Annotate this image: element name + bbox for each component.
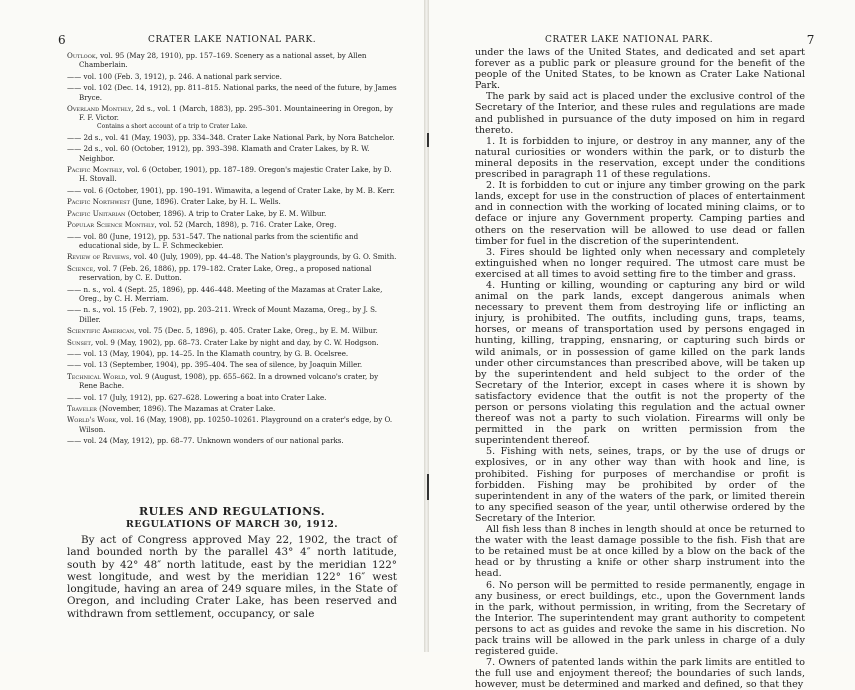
bibliography-source: —— [67,144,82,154]
bibliography-entry [67,404,397,413]
bibliography-text: (June, 1896). Crater Lake, by H. L. Wells. [129,197,281,207]
bibliography-text: (October, 1896). A trip to Crater Lake, by E. M. Wilbur. [125,208,327,218]
right-page-number: 7 [806,33,815,47]
bibliography-text: vol. 17 (July, 1912), pp. 627–628. Lowering a boat into Crater Lake. [81,392,327,402]
bibliography-source: —— [67,392,82,402]
bibliography-text: , vol. 40 (July, 1909), pp. 44–48. The Nation's playgrounds, by G. O. Smith. [129,252,397,262]
bibliography-entry [67,393,397,402]
bibliography-text: , 2d s., vol. 1 (March, 1883), pp. 295–301. Mountaineering in Oregon, by F. F. Victor. [79,104,393,123]
bibliography-text: n. s., vol. 4 (Sept. 25, 1896), pp. 446–448. Meeting of the Mazamas at Crater Lake, Oreg., by C. H. Merriam. [79,284,383,303]
bibliography-entry [67,51,397,70]
left-page [0,0,426,652]
bibliography-source: Scientific American [67,326,134,336]
bibliography-source: Pacific Northwest [67,197,130,207]
bibliography-entry [67,232,397,251]
intro-paragraph: By act of Congress approved May 22, 1902, the tract of land bounded north by the parallel 43° 4″ north latitude, south by 42° 48″ north latitude, east by the meridian 122° west longitude, and west by the meridian 122° 16″ west longitude, having an area of 249 square miles, in the State of Oregon, and including Crater Lake, has been reserved and withdrawn from settlement, occupancy, or sale [67,534,397,620]
bibliography-entry [67,305,397,324]
bibliography-source: —— [67,284,82,294]
regulation-paragraph: 7. Owners of patented lands within the park limits are entitled to the full use and enjoyment thereof; the boundaries of such lands, however, must be determined and marked and defined, so that they [475,657,805,690]
regulations-text [475,47,805,690]
regulation-paragraph: All fish less than 8 inches in length should at once be returned to the water with the least damage possible to the fish. Fish that are to be retained must be at once killed by a blow on the back of the head or by thrusting a knife or other sharp instrument into the head. [475,524,805,580]
bibliography-entry [67,104,397,123]
bibliography-text: , vol. 6 (October, 1901), pp. 187–189. Oregon's majestic Crater Lake, by D. H. Stovall. [79,165,392,184]
bibliography-text: , vol. 16 (May, 1908), pp. 10250–10261. Playground on a crater's edge, by O. Wilson. [79,415,393,434]
spine-mark [427,474,429,500]
section-title: RULES AND REGULATIONS. [138,505,326,518]
bibliography-text: n. s., vol. 15 (Feb. 7, 1902), pp. 203–211. Wreck of Mount Mazama, Oreg., by J. S. Diller. [79,305,378,324]
bibliography-entry [67,197,397,206]
bibliography-text: vol. 80 (June, 1912), pp. 531–547. The national parks from the scientific and educational side, by L. F. Schmeckebier. [79,231,359,250]
bibliography-text: 2d s., vol. 41 (May, 1903), pp. 334–348. Crater Lake National Park, by Nora Batchelor. [81,132,395,142]
bibliography-source: —— [67,360,82,370]
bibliography-text: , vol. 75 (Dec. 5, 1896), p. 405. Crater Lake, Oreg., by E. M. Wilbur. [133,326,378,336]
bibliography-entry [67,209,397,218]
bibliography-entry [67,186,397,195]
bibliography-text: vol. 13 (September, 1904), pp. 395–404. The sea of silence, by Joaquin Miller. [81,360,363,370]
bibliography-source: —— [67,348,82,358]
bibliography-source: World's Work [67,415,117,425]
right-running-head: CRATER LAKE NATIONAL PARK. [545,35,714,45]
bibliography-text: , vol. 9 (August, 1908), pp. 655–662. In a drowned volcano's crater, by Rene Bache. [79,371,379,391]
bibliography-text: vol. 13 (May, 1904), pp. 14–25. In the Klamath country, by G. B. Ocelsree. [81,348,349,358]
subsection-title: REGULATIONS OF MARCH 30, 1912. [125,519,339,530]
bibliography-entry [67,326,397,335]
book-gutter [424,0,429,652]
bibliography-entry [67,83,397,102]
bibliography-entry [67,165,397,184]
regulation-paragraph: 2. It is forbidden to cut or injure any timber growing on the park lands, except for use in the construction of places of entertainment and in connection with the working of located mining claims, or to deface or injure any Government property. Camping parties and others on the reservation will be allowed to use dead or fallen timber for fuel in the discretion of the superintendent. [475,180,805,247]
bibliography-text: , vol. 52 (March, 1898), p. 716. Crater Lake, Oreg. [154,220,337,230]
left-page-number: 6 [58,33,67,47]
bibliography-entry [67,415,397,434]
bibliography-text: vol. 6 (October, 1901), pp. 190–191. Wimawita, a legend of Crater Lake, by M. B. Kerr. [81,185,395,195]
bibliography-source: Review of Reviews [67,252,130,262]
bibliography-text: vol. 100 (Feb. 3, 1912), p. 246. A national park service. [81,71,282,81]
bibliography-source: Popular Science Monthly [67,220,155,230]
regulation-paragraph: 5. Fishing with nets, seines, traps, or by the use of drugs or explosives, or in any other way than with hook and line, is prohibited. Fishing for purposes of merchandise or profit is forbidden. Fishing may be prohibited by order of the superintendent in any of the waters of the park, or limited therein to any specified season of the year, until otherwise ordered by the Secretary of the Interior. [475,446,805,524]
bibliography-entry [67,264,397,283]
bibliography-source: —— [67,71,82,81]
bibliography-text: , vol. 95 (May 28, 1910), pp. 157–169. Scenery as a national asset, by Allen Chamberlain. [79,51,367,70]
bibliography-text: 2d s., vol. 60 (October, 1912), pp. 393–398. Klamath and Crater Lakes, by R. W. Neighbor. [79,144,370,163]
bibliography-source: Pacific Monthly [67,165,123,175]
bibliography-source: —— [67,83,82,93]
bibliography-source: Science [67,263,94,273]
bibliography-source: Overland Monthly [67,104,132,114]
bibliography-entry [67,133,397,142]
bibliography-source: Sunset [67,337,91,347]
right-page [426,0,855,690]
regulation-paragraph: 3. Fires should be lighted only when necessary and completely extinguished when no longer required. The utmost care must be exercised at all times to avoid setting fire to the timber and grass. [475,246,805,280]
regulation-paragraph: The park by said act is placed under the exclusive control of the Secretary of the Interior, and these rules and regulations are made and published in pursuance of the duty imposed on him in regard thereto. [475,91,805,136]
spine-mark [427,133,429,147]
bibliography-entry [67,372,397,391]
bibliography-source: —— [67,436,82,446]
bibliography-entry [67,349,397,358]
bibliography-text: vol. 24 (May, 1912), pp. 68–77. Unknown wonders of our national parks. [81,436,344,446]
bibliography-text: vol. 102 (Dec. 14, 1912), pp. 811–815. National parks, the need of the future, by James Bryce. [79,83,397,102]
bibliography-entry [67,220,397,229]
bibliography-source: —— [67,185,82,195]
bibliography-text: , vol. 9 (May, 1902), pp. 68–73. Crater Lake by night and day, by C. W. Hodgson. [90,337,379,347]
bibliography-text: Contains a short account of a trip to Crater Lake. [97,122,248,130]
bibliography-text: (November, 1896). The Mazamas at Crater Lake. [96,404,276,413]
bibliography-source: Traveler [67,404,97,413]
bibliography-entry [67,360,397,369]
bibliography-entry [67,252,397,261]
regulation-paragraph: 4. Hunting or killing, wounding or capturing any bird or wild animal on the park lands, except dangerous animals when necessary to prevent them from destroying life or inflicting an injury, is prohibited. The outfits, including guns, traps, teams, horses, or means of transportation used by persons engaged in hunting, killing, trapping, ensnaring, or capturing such birds or wild animals, or in possession of game killed on the park lands under other circumstances than prescribed above, will be taken up by the superintendent and held subject to the order of the Secretary of the Interior, except in cases where it is shown by satisfactory evidence that the outfit is not the property of the person or persons violating this regulation and the actual owner thereof was not a party to such violation. Firearms will only be permitted in the park on written permission from the superintendent thereof. [475,279,805,447]
regulation-paragraph: 6. No person will be permitted to reside permanently, engage in any business, or erect buildings, etc., upon the Government lands in the park, without permission, in writing, from the Secretary of the Interior. The superintendent may grant authority to competent persons to act as guides and revoke the same in his discretion. No pack trains will be allowed in the park unless in charge of a duly registered guide. [475,579,805,658]
bibliography-text: , vol. 7 (Feb. 26, 1886), pp. 179–182. Crater Lake, Oreg., a proposed national reservation, by C. E. Dutton. [79,263,372,283]
bibliography-source: —— [67,231,82,241]
bibliography-source: Pacific Unitarian [67,208,126,218]
bibliography-source: —— [67,132,82,142]
bibliography-entry [67,72,397,81]
left-running-head: CRATER LAKE NATIONAL PARK. [148,35,317,45]
bibliography-source: Technical World [67,371,126,381]
bibliography-source: Outlook [67,51,96,60]
regulation-paragraph: under the laws of the United States, and dedicated and set apart forever as a public park or pleasure ground for the benefit of the people of the United States, to be known as Crater Lake National Park. [475,47,805,92]
bibliography-entry [67,338,397,347]
regulation-paragraph: 1. It is forbidden to injure, or destroy in any manner, any of the natural curiosities or wonders within the park, or to disturb the mineral deposits in the reservation, except under the conditions prescribed in paragraph 11 of these regulations. [475,135,805,181]
bibliography-entry [67,285,397,304]
bibliography-entry [67,144,397,163]
bibliography-entry [67,436,397,445]
bibliography-note [67,123,397,131]
bibliography-list [67,51,397,446]
bibliography-source: —— [67,305,82,315]
